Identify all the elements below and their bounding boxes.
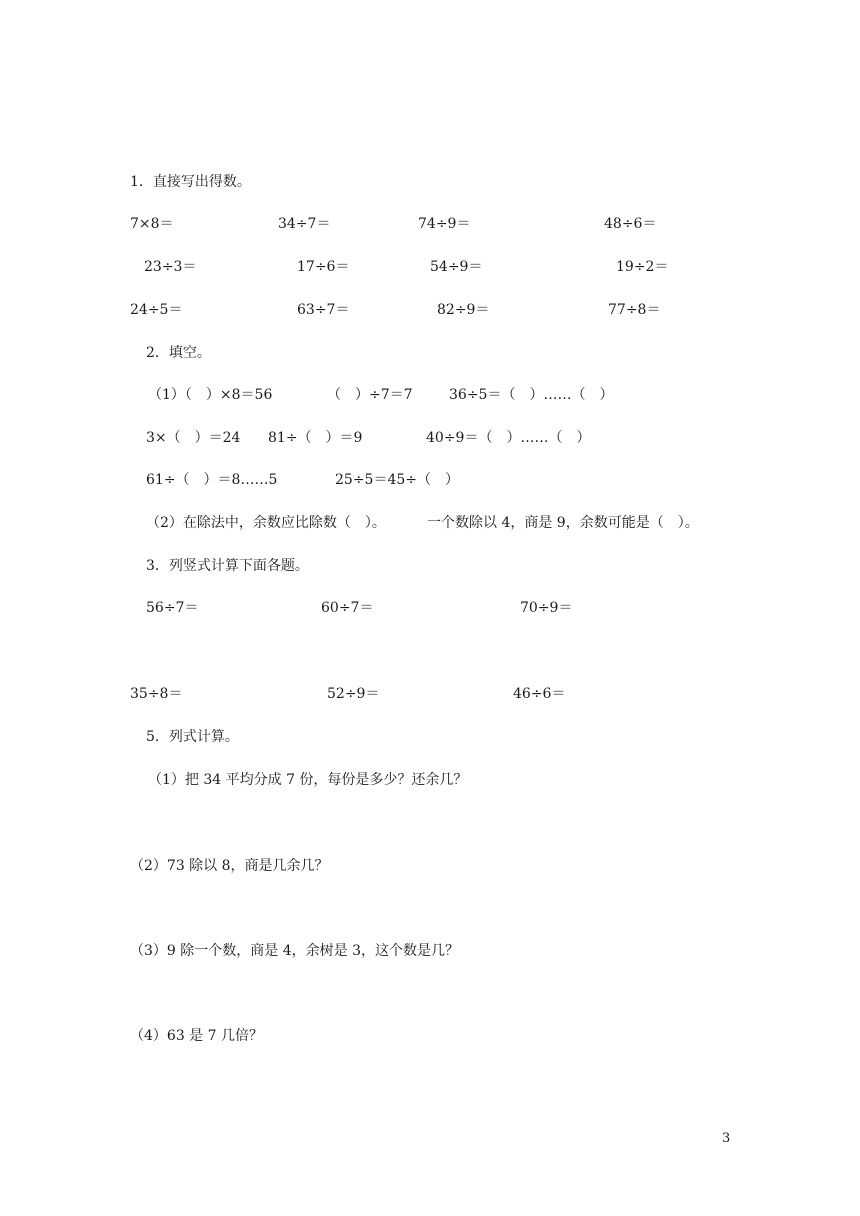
problem: 48÷6＝ <box>604 216 657 232</box>
word-problem: （2）73 除以 8，商是几余几？ <box>130 858 329 874</box>
problem: 60÷7＝ <box>321 600 374 616</box>
problem: 7×8＝ <box>130 216 174 232</box>
fill-blank: 61÷（ ）＝8……5 <box>146 472 278 488</box>
problem: 70÷9＝ <box>520 600 573 616</box>
problem: 74÷9＝ <box>418 216 471 232</box>
word-problem: （4）63 是 7 几倍？ <box>130 1028 263 1044</box>
problem: 82÷9＝ <box>437 302 490 318</box>
problem: 35÷8＝ <box>130 686 183 702</box>
fill-blank: （1）（ ）×8＝56 <box>148 387 273 403</box>
section-3-title: 3．列竖式计算下面各题。 <box>146 558 309 574</box>
section-2-title: 2．填空。 <box>146 345 211 361</box>
word-problem: （1）把 34 平均分成 7 份，每份是多少？还余几？ <box>148 772 468 788</box>
problem: 24÷5＝ <box>130 302 183 318</box>
fill-blank: （2）在除法中，余数应比除数（ ）。 <box>146 515 386 531</box>
problem: 63÷7＝ <box>297 302 350 318</box>
fill-blank: 3×（ ）＝24 <box>146 430 241 446</box>
problem: 19÷2＝ <box>616 259 669 275</box>
fill-blank: 一个数除以 4，商是 9，余数可能是（ ）。 <box>427 515 699 531</box>
fill-blank: 81÷（ ）＝9 <box>268 430 363 446</box>
problem: 23÷3＝ <box>144 259 197 275</box>
word-problem: （3）9 除一个数，商是 4，余树是 3，这个数是几？ <box>130 943 459 959</box>
page-number: 3 <box>722 1131 731 1146</box>
section-5-title: 5．列式计算。 <box>146 729 239 745</box>
problem: 54÷9＝ <box>430 259 483 275</box>
problem: 46÷6＝ <box>513 686 566 702</box>
problem: 34÷7＝ <box>278 216 331 232</box>
problem: 56÷7＝ <box>146 600 199 616</box>
fill-blank: 25÷5＝45÷（ ） <box>335 472 459 488</box>
problem: 52÷9＝ <box>327 686 380 702</box>
fill-blank: 40÷9＝（ ）……（ ） <box>426 430 591 446</box>
fill-blank: （ ）÷7＝7 <box>327 387 413 403</box>
fill-blank: 36÷5＝（ ）……（ ） <box>449 387 614 403</box>
problem: 17÷6＝ <box>297 259 350 275</box>
problem: 77÷8＝ <box>608 302 661 318</box>
section-1-title: 1．直接写出得数。 <box>130 174 251 190</box>
